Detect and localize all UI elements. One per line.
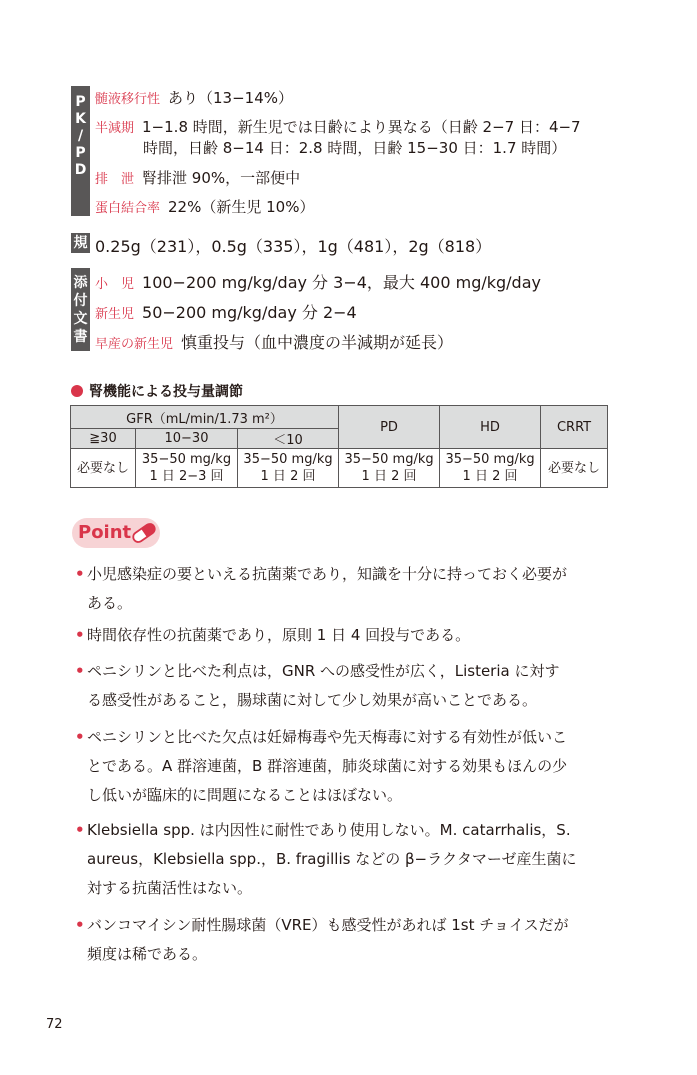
point-item-line: Klebsiella spp. は内因性に耐性であり使用しない。M. catarrhalis，S. [87,821,571,839]
dose-cell [71,449,136,488]
page-number: 72 [46,1017,63,1032]
tenpu-row-child [95,270,541,293]
pd-header: PD [339,406,440,449]
point-item-line: バンコマイシン耐性腸球菌（VRE）も感受性があれば 1st チョイスだが [87,916,569,934]
hd-header: HD [440,406,541,449]
dose-cell [339,449,440,488]
spec-text: 0.25g（231），0.5g（335），1g（481），2g（818） [95,237,492,256]
dose-cell-line: 1 日 2−3 回 [149,469,224,484]
pkpd-label: 髄液移行性 [95,92,161,107]
point-badge [72,518,160,548]
bullet-mark: • [75,626,85,644]
tenpu-value: 50−200 mg/kg/day 分 2−4 [142,303,357,322]
point-item-line: とである。A 群溶連菌，B 群溶連菌，肺炎球菌に対する効果もほんの少 [87,757,568,775]
pkpd-value: 22%（新生児 10%） [168,198,315,216]
tenpu-row-preterm [95,330,453,353]
tenpu-row-neonate [95,300,357,323]
gfr-col-header: 10−30 [136,429,238,449]
dose-cell [238,449,339,488]
pill-icon [130,522,158,544]
tenpu-tag-char: 添 [73,275,88,291]
pkpd-tag-char: P [75,94,86,110]
pkpd-value: 時間，日齢 8−14 日：2.8 時間，日齢 15−30 日：1.7 時間） [143,139,567,157]
tenpu-tag-char: 書 [73,329,88,345]
renal-dose-table [70,405,608,488]
point-item-line: ある。 [87,594,133,612]
pkpd-tag-char: D [74,162,87,178]
point-item [75,816,610,903]
pkpd-label: 排 泄 [95,172,135,187]
pkpd-row-halflife [95,116,581,137]
renal-heading-text: 腎機能による投与量調節 [89,384,243,400]
point-item-line: し低いが臨床的に問題になることはほぼない。 [87,786,403,804]
point-item-line: ペニシリンと比べた欠点は妊婦梅毒や先天梅毒に対する有効性が低いこ [87,728,568,746]
point-item [75,723,610,810]
bullet-mark: • [75,565,85,583]
tenpu-tag-char: 文 [73,311,88,327]
point-item-line: 小児感染症の要といえる抗菌薬であり，知識を十分に持っておく必要が [87,565,568,583]
pkpd-value: 腎排泄 90%，一部便中 [142,169,301,187]
pkpd-row-excretion [95,167,300,188]
dose-cell-line: 35−50 mg/kg [344,452,434,467]
point-item-line: る感受性があること，腸球菌に対して少し効果が高いことである。 [87,691,538,709]
bullet-mark: • [75,916,85,934]
dose-cell [136,449,238,488]
point-item-line: 頻度は稀である。 [87,945,208,963]
spec-tag-char: 規 [73,235,88,251]
gfr-col-header: ＜10 [238,429,339,449]
pkpd-tag-char: K [75,111,86,127]
point-item [75,621,610,650]
dose-cell-line: 必要なし [76,460,129,476]
point-item-line: 時間依存性の抗菌薬であり，原則 1 日 4 回投与である。 [87,626,471,644]
pkpd-row-protein [95,196,314,217]
dose-cell-line: 35−50 mg/kg [141,452,232,467]
dose-cell-line: 35−50 mg/kg [445,452,535,467]
point-item-line: 対する抗菌活性はない。 [87,879,253,897]
gfr-header: GFR（mL/min/1.73 m²） [71,406,339,429]
tenpu-tag [71,268,90,351]
tenpu-label: 新生児 [95,307,135,322]
point-item [75,657,610,715]
point-item-line: ペニシリンと比べた利点は，GNR への感受性が広く，Listeria に対す [87,662,560,680]
pkpd-value: あり（13−14%） [168,89,294,107]
dose-cell [541,449,608,488]
tenpu-tag-char: 付 [73,293,88,309]
pkpd-tag [71,86,90,216]
dose-cell-line: 必要なし [548,460,601,476]
point-item [75,560,610,618]
point-title: Point [78,522,132,543]
dose-cell [440,449,541,488]
bullet-dot-icon [71,385,83,397]
pkpd-value: 1−1.8 時間，新生児では日齢により異なる（日齢 2−7 日：4−7 [142,118,581,136]
crrt-header: CRRT [541,406,608,449]
bullet-mark: • [75,728,85,746]
spec-tag [71,233,90,253]
pkpd-label: 蛋白結合率 [95,201,161,216]
dose-cell-line: 35−50 mg/kg [243,452,333,467]
tenpu-label: 早産の新生児 [95,337,174,352]
point-item [75,911,610,969]
dose-cell-line: 1 日 2 回 [361,469,417,484]
dose-cell-line: 1 日 2 回 [462,469,518,484]
bullet-mark: • [75,662,85,680]
pkpd-label: 半減期 [95,121,135,136]
point-item-line: aureus，Klebsiella spp.，B. fragillis などの β−ラクタマーゼ産生菌に [87,850,577,868]
tenpu-value: 100−200 mg/kg/day 分 3−4，最大 400 mg/kg/day [142,273,541,292]
tenpu-label: 小 児 [95,277,135,292]
tenpu-value: 慎重投与（血中濃度の半減期が延長） [181,333,454,352]
pkpd-tag-char: / [77,128,84,144]
gfr-col-header: ≧30 [71,429,136,449]
pkpd-tag-char: P [75,145,86,161]
dose-cell-line: 1 日 2 回 [260,469,316,484]
pkpd-row-csf [95,87,293,108]
pkpd-row-halflife-cont [143,137,566,158]
renal-heading [71,381,243,401]
bullet-mark: • [75,821,85,839]
